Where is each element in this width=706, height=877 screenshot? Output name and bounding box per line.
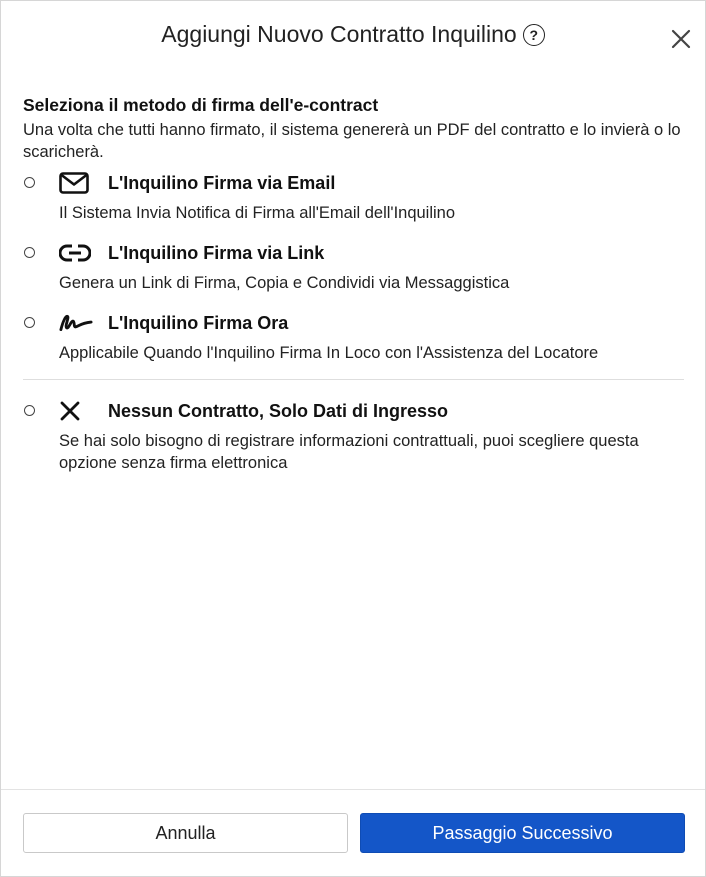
link-icon bbox=[59, 241, 93, 265]
section-description: Una volta che tutti hanno firmato, il sistema genererà un PDF del contratto e lo invierà o lo scaricherà. bbox=[23, 121, 681, 161]
option-label: Nessun Contratto, Solo Dati di Ingresso bbox=[108, 401, 449, 421]
section-title: Seleziona il metodo di firma dell'e-contract bbox=[23, 95, 379, 115]
signature-icon bbox=[59, 311, 93, 335]
radio-no-contract[interactable] bbox=[24, 405, 35, 416]
envelope-icon bbox=[59, 171, 93, 195]
dialog-title: Aggiungi Nuovo Contratto Inquilino bbox=[161, 21, 517, 47]
radio-email[interactable] bbox=[24, 177, 35, 188]
next-step-button[interactable]: Passaggio Successivo bbox=[360, 813, 685, 853]
option-label: L'Inquilino Firma via Link bbox=[108, 243, 325, 263]
option-label: L'Inquilino Firma Ora bbox=[108, 313, 289, 333]
dialog-header bbox=[1, 1, 705, 73]
option-description: Genera un Link di Firma, Copia e Condividi via Messaggistica bbox=[59, 274, 510, 292]
x-icon bbox=[59, 399, 93, 423]
footer-divider bbox=[1, 789, 705, 790]
option-description: Applicabile Quando l'Inquilino Firma In Loco con l'Assistenza del Locatore bbox=[59, 344, 599, 362]
radio-link[interactable] bbox=[24, 247, 35, 258]
options-divider bbox=[23, 379, 684, 380]
cancel-button[interactable]: Annulla bbox=[23, 813, 348, 853]
dialog-title-row bbox=[1, 21, 705, 48]
option-description: Il Sistema Invia Notifica di Firma all'Email dell'Inquilino bbox=[59, 204, 456, 222]
option-label: L'Inquilino Firma via Email bbox=[108, 173, 336, 193]
question-circle-icon[interactable]: ? bbox=[523, 24, 545, 46]
radio-sign-now[interactable] bbox=[24, 317, 35, 328]
option-description: Se hai solo bisogno di registrare informazioni contrattuali, puoi scegliere questa opzione senza firma elettronica bbox=[59, 432, 639, 472]
close-icon[interactable] bbox=[667, 25, 695, 53]
signing-method-section bbox=[23, 95, 685, 163]
